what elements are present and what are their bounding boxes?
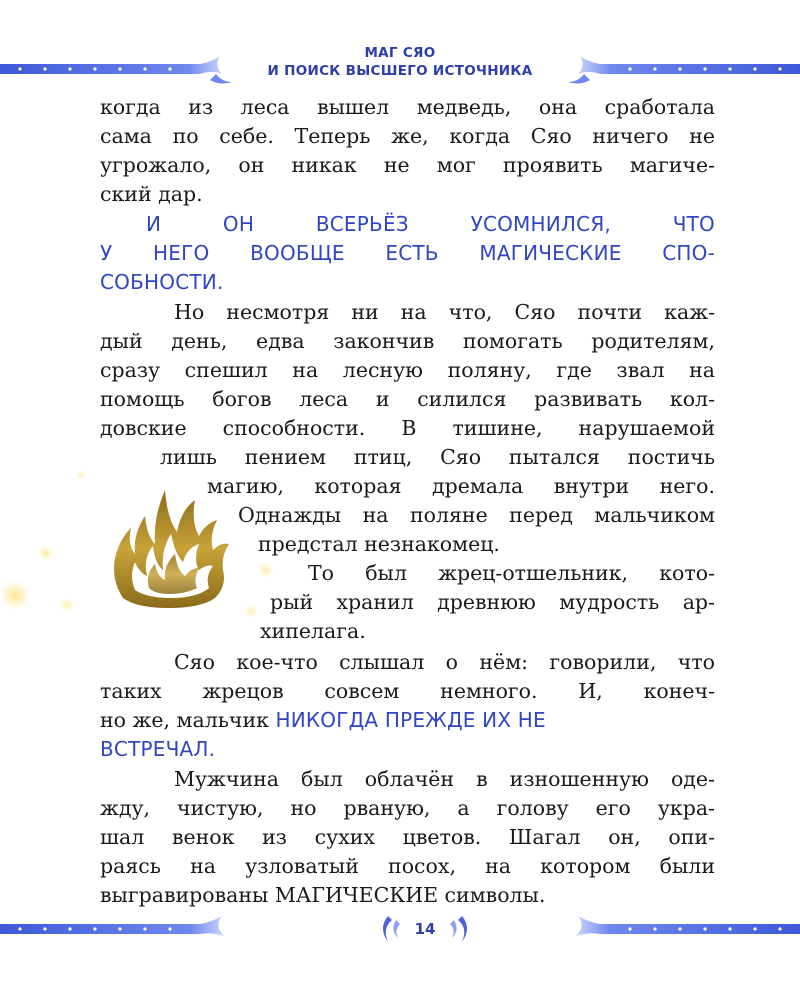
text-line: предстал незнакомец. (258, 532, 500, 556)
running-header (235, 44, 565, 80)
text-line: хипелага. (260, 619, 366, 643)
text-line: шал венок из сухих цветов. Шагал он, опи- (100, 825, 715, 849)
running-header-line2: И ПОИСК ВЫСШЕГО ИСТОЧНИКА (267, 63, 533, 79)
glow-sparkle (258, 562, 274, 578)
highlight-line: У НЕГО ВООБЩЕ ЕСТЬ МАГИЧЕСКИЕ СПО- (100, 241, 715, 265)
highlight-span: НИКОГДА ПРЕЖДЕ ИХ НЕ (275, 708, 546, 732)
text-line: таких жрецов совсем немного. И, конеч- (100, 679, 715, 703)
text-line: Но несмотря ни на что, Сяо почти каж- (174, 300, 715, 324)
text-line: сама по себе. Теперь же, когда Сяо ничего не (100, 124, 715, 148)
text-line: жду, чистую, но рваную, а голову его укра- (100, 796, 715, 820)
text-span: но же, мальчик (100, 708, 269, 732)
text-line: рый хранил древнюю мудрость ар- (270, 590, 715, 614)
page-number: 14 (414, 920, 436, 938)
text-line: когда из леса вышел медведь, она сработала (100, 95, 715, 119)
glow-sparkle (38, 545, 54, 561)
text-line: помощь богов леса и силился развивать кол- (100, 387, 715, 411)
text-line: выгравированы МАГИЧЕСКИЕ символы. (100, 883, 546, 907)
running-header-line1: МАГ СЯО (364, 45, 436, 61)
glow-sparkle (0, 580, 30, 610)
text-line: довские способности. В тишине, нарушаемой (100, 416, 715, 440)
text-line: дый день, едва закончив помогать родителям, (100, 329, 715, 353)
text-line: сразу спешил на лесную поляну, где звал на (100, 358, 715, 382)
text-line: Мужчина был облачён в изношенную оде- (174, 767, 715, 791)
glow-sparkle (244, 604, 258, 618)
text-line: раясь на узловатый посох, на котором были (100, 854, 715, 878)
text-line: лишь пением птиц, Сяо пытался постичь (160, 445, 715, 469)
glow-sparkle (60, 598, 74, 612)
text-line: Однажды на поляне перед мальчиком (238, 503, 715, 527)
text-line: угрожало, он никак не мог проявить магиче- (100, 153, 715, 177)
highlight-line: И ОН ВСЕРЬЁЗ УСОМНИЛСЯ, ЧТО (146, 212, 715, 236)
highlight-line: ВСТРЕЧАЛ. (100, 737, 216, 761)
text-line: магию, которая дремала внутри него. (207, 474, 715, 498)
text-line: ский дар. (100, 182, 203, 206)
text-line: Сяо кое-что слышал о нём: говорили, что (174, 650, 715, 674)
highlight-line: СОБНОСТИ. (100, 270, 224, 294)
glow-sparkle (76, 470, 86, 480)
text-line-mixed (100, 706, 715, 735)
text-line: То был жрец-отшельник, кото- (308, 561, 715, 585)
